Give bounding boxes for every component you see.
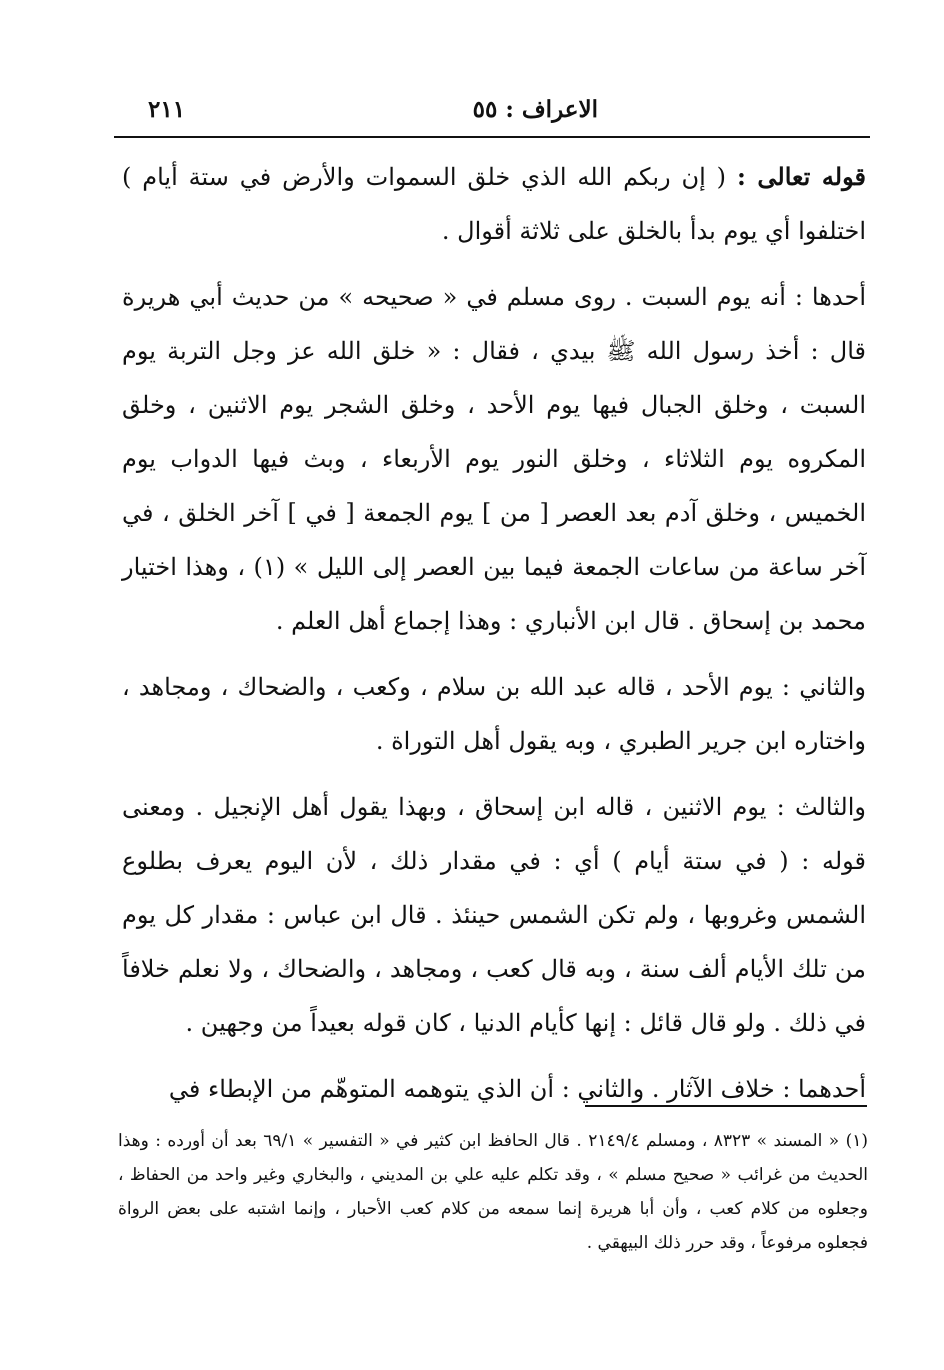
paragraph-text: أحدهما : خلاف الآثار . والثاني : أن الذي يتوهمه المتوهّم من الإبطاء في — [168, 1075, 866, 1103]
chapter-verse-title: الاعراف : ٥٥ — [472, 96, 598, 123]
paragraph — [122, 150, 866, 258]
header-divider — [114, 136, 870, 138]
paragraph-text: والثاني : يوم الأحد ، قاله عبد الله بن سلام ، وكعب ، والضحاك ، ومجاهد ، واختاره ابن جرير الطبري ، وبه يقول أهل التوراة . — [122, 673, 866, 755]
paragraph — [122, 270, 866, 648]
running-header — [118, 92, 868, 132]
paragraph — [122, 1062, 866, 1116]
footnote-divider — [585, 1105, 867, 1107]
paragraph-text: ( إن ربكم الله الذي خلق السموات والأرض في ستة أيام ) اختلفوا أي يوم بدأ بالخلق على ثلاثة أقوال . — [122, 163, 866, 245]
page-number: ٢١١ — [148, 96, 186, 123]
paragraph-lead: قوله تعالى : — [736, 162, 866, 191]
footnote: (١) « المسند » ٨٣٢٣ ، ومسلم ٢١٤٩/٤ . قال الحافظ ابن كثير في « التفسير » ٦٩/١ بعد أن أورده : وهذا الحديث من غرائب « صحيح مسلم » ، وقد تكلم عليه علي بن المديني ، والبخاري وغير واحد من الحفاظ ، وجعلوه من كلام كعب ، وأن أبا هريرة إنما سمعه من كلام كعب الأحبار ، وإنما اشتبه على بعض الرواة فجعلوه مرفوعاً ، وقد حرر ذلك البيهقي . — [118, 1131, 869, 1253]
footnotes — [118, 1124, 868, 1260]
paragraph — [122, 780, 866, 1050]
paragraph-text: أحدها : أنه يوم السبت . روى مسلم في « صحيحه » من حديث أبي هريرة قال : أخذ رسول الله ﷺ بيدي ، فقال : « خلق الله عز وجل التربة يوم السبت ، وخلق الجبال فيها يوم الأحد ، وخلق الشجر يوم الاثنين ، وخلق المكروه يوم الثلاثاء ، وخلق النور يوم الأربعاء ، وبث فيها الدواب يوم الخميس ، وخلق آدم بعد العصر [ من ] يوم الجمعة [ في ] آخر الخلق ، في آخر ساعة من ساعات الجمعة فيما بين العصر إلى الليل » (١) ، وهذا اختيار محمد بن إسحاق . قال ابن الأنباري : وهذا إجماع أهل العلم . — [122, 283, 867, 635]
main-text — [122, 150, 866, 1128]
paragraph — [122, 660, 866, 768]
paragraph-text: والثالث : يوم الاثنين ، قاله ابن إسحاق ، وبهذا يقول أهل الإنجيل . ومعنى قوله : ( في ستة أيام ) أي : في مقدار ذلك ، لأن اليوم يعرف بطلوع الشمس وغروبها ، ولم تكن الشمس حينئذ . قال ابن عباس : مقدار كل يوم من تلك الأيام ألف سنة ، وبه قال كعب ، ومجاهد ، والضحاك ، ولا نعلم خلافاً في ذلك . ولو قال قائل : إنها كأيام الدنيا ، كان قوله بعيداً من وجهين . — [122, 793, 866, 1037]
